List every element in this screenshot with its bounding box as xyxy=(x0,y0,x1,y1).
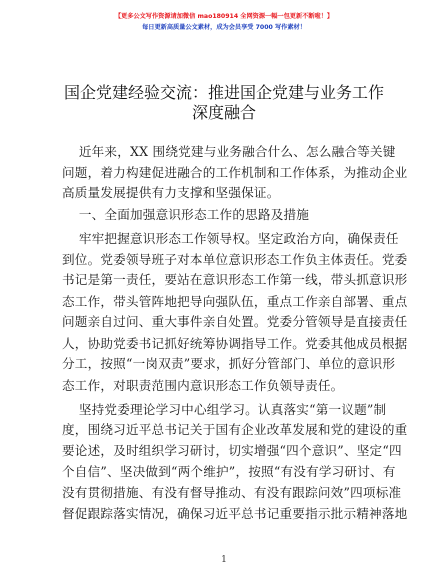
body-line: 要论述，及时组织学习研讨，切实增强“四个意识”、坚定“四 xyxy=(62,443,402,458)
body-line: 问题，着力构建促进融合的工作机制和工作体系，为推动企业 xyxy=(62,165,408,180)
body-line: 一、全面加强意识形态工作的思路及措施 xyxy=(62,207,310,222)
body-line: 牢牢把握意识形态工作领导权。坚定政治方向，确保责任 xyxy=(62,231,399,246)
body-line: 督促跟踪落实情况，确保习近平总书记重要指示批示精神落地 xyxy=(62,506,408,521)
page-number: 1 xyxy=(221,555,227,565)
body-line: 分工，按照“一岗双责”要求，抓好分管部门、单位的意识形 xyxy=(62,356,396,371)
body-line: 到位。党委领导班子对本单位意识形态工作负主体责任。党委 xyxy=(62,252,408,267)
body-line: 坚持党委理论学习中心组学习。认真落实“第一议题”制 xyxy=(62,402,387,417)
promo-banner-line-2: 每日更新高质量公文素材，成为会员享受 7000 写作素材！ xyxy=(142,24,306,31)
body-line: 问题亲自过问、重大事件亲自处置。党委分管领导是直接责任 xyxy=(62,314,408,329)
body-line: 高质量发展提供有力支撑和坚强保证。 xyxy=(62,185,280,200)
promo-banner-line-1: 【更多公文写作资源请加微信 mao180914 全网资源一幅一包更新不断啦！】 xyxy=(114,13,334,20)
body-line: 个自信”、坚决做到“两个维护”，按照“有没有学习研讨、有 xyxy=(62,464,396,479)
body-line: 态工作，对职责范围内意识形态工作负领导责任。 xyxy=(62,378,344,393)
body-line: 近年来，XX 围绕党建与业务融合什么、怎么融合等关键 xyxy=(62,144,396,159)
document-title-line-2: 深度融合 xyxy=(191,103,256,122)
body-line: 没有贯彻措施、有没有督导推动、有没有跟踪问效”四项标准 xyxy=(62,485,402,500)
body-line: 人，协助党委书记抓好统筹协调指导工作。党委其他成员根据 xyxy=(62,336,408,351)
document-title-line-1: 国企党建经验交流：推进国企党建与业务工作 xyxy=(63,83,384,102)
body-line: 态工作，带头管阵地把导向强队伍，重点工作亲自部署、重点 xyxy=(62,294,408,309)
body-line: 度，围绕习近平总书记关于国有企业改革发展和党的建设的重 xyxy=(62,422,408,437)
body-line: 书记是第一责任，要站在意识形态工作第一线，带头抓意识形 xyxy=(62,272,408,287)
